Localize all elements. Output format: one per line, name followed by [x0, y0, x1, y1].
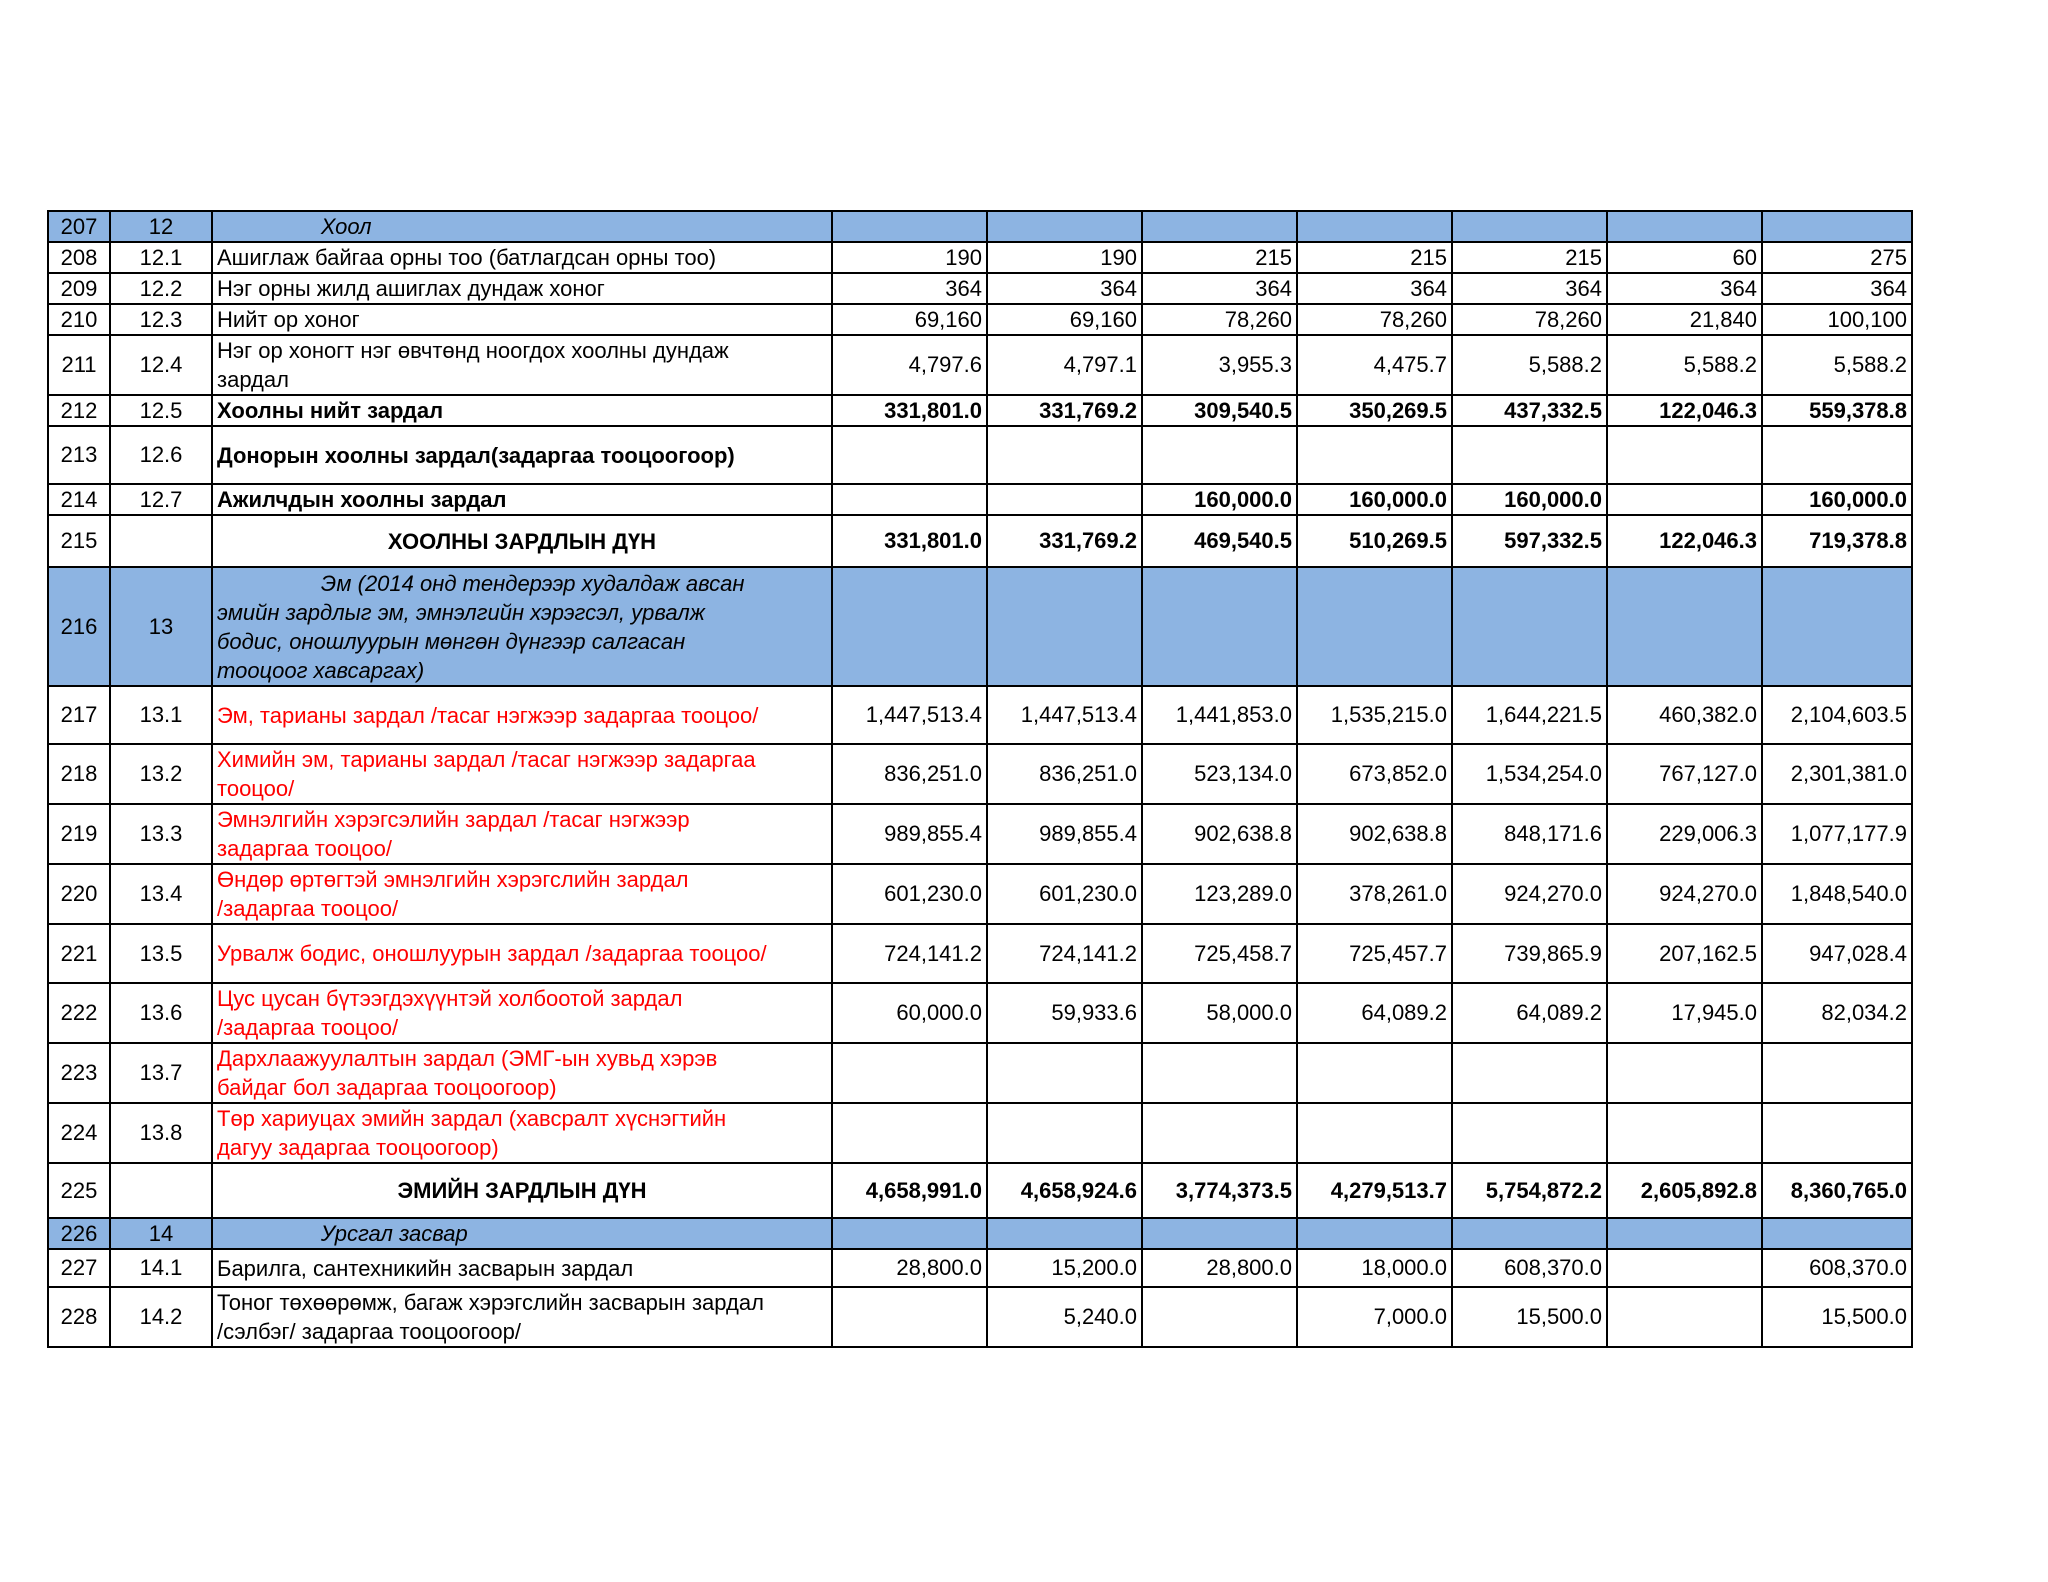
value-cell-col-5	[1452, 1103, 1607, 1163]
item-code-cell: 13.2	[110, 744, 212, 804]
value-cell-col-1	[832, 426, 987, 484]
description-cell	[212, 1103, 832, 1163]
value-cell-col-3: 28,800.0	[1142, 1249, 1297, 1287]
value-cell-col-5: 739,865.9	[1452, 924, 1607, 983]
value-cell-col-2	[987, 211, 1142, 242]
value-cell-col-4: 378,261.0	[1297, 864, 1452, 924]
value-cell-col-1: 4,658,991.0	[832, 1163, 987, 1218]
description-line: тооцоо/	[217, 776, 295, 801]
value-cell-col-4: 350,269.5	[1297, 395, 1452, 426]
value-cell-col-1: 331,801.0	[832, 515, 987, 567]
value-cell-col-6	[1607, 484, 1762, 515]
value-cell-col-4	[1297, 1043, 1452, 1103]
value-cell-col-5: 1,644,221.5	[1452, 686, 1607, 744]
value-cell-col-1: 989,855.4	[832, 804, 987, 864]
value-cell-col-2: 836,251.0	[987, 744, 1142, 804]
description-line: Химийн эм, тарианы зардал /тасаг нэгжээр задаргаа	[217, 747, 756, 772]
row-number-cell: 207	[48, 211, 110, 242]
value-cell-col-3: 902,638.8	[1142, 804, 1297, 864]
value-cell-col-4: 725,457.7	[1297, 924, 1452, 983]
table-row	[48, 304, 1912, 335]
value-cell-col-1: 1,447,513.4	[832, 686, 987, 744]
row-number-cell: 218	[48, 744, 110, 804]
value-cell-col-5	[1452, 426, 1607, 484]
row-number-cell: 210	[48, 304, 110, 335]
description-cell	[212, 1163, 832, 1218]
value-cell-col-6: 767,127.0	[1607, 744, 1762, 804]
table-row	[48, 1249, 1912, 1287]
value-cell-col-7: 275	[1762, 242, 1912, 273]
description-line: Хоолны нийт зардал	[217, 398, 444, 423]
value-cell-col-2: 989,855.4	[987, 804, 1142, 864]
value-cell-col-6: 924,270.0	[1607, 864, 1762, 924]
value-cell-col-1: 601,230.0	[832, 864, 987, 924]
item-code-cell: 12.2	[110, 273, 212, 304]
row-number-cell: 217	[48, 686, 110, 744]
value-cell-col-1	[832, 1287, 987, 1347]
value-cell-col-7	[1762, 426, 1912, 484]
value-cell-col-6: 21,840	[1607, 304, 1762, 335]
section-row	[48, 211, 1912, 242]
description-cell	[212, 1218, 832, 1249]
item-code-cell: 13	[110, 567, 212, 686]
section-row	[48, 567, 1912, 686]
description-cell	[212, 1287, 832, 1347]
description-line: Эм (2014 онд тендерээр худалдаж авсан	[217, 570, 745, 596]
value-cell-col-7: 947,028.4	[1762, 924, 1912, 983]
budget-table	[47, 210, 1913, 1348]
description-cell	[212, 567, 832, 686]
value-cell-col-1	[832, 1218, 987, 1249]
value-cell-col-3: 309,540.5	[1142, 395, 1297, 426]
value-cell-col-3	[1142, 426, 1297, 484]
value-cell-col-7: 719,378.8	[1762, 515, 1912, 567]
value-cell-col-7: 82,034.2	[1762, 983, 1912, 1043]
value-cell-col-3	[1142, 567, 1297, 686]
value-cell-col-1: 836,251.0	[832, 744, 987, 804]
item-code-cell: 13.7	[110, 1043, 212, 1103]
item-code-cell: 13.5	[110, 924, 212, 983]
value-cell-col-7: 1,077,177.9	[1762, 804, 1912, 864]
value-cell-col-6: 122,046.3	[1607, 395, 1762, 426]
table-row	[48, 335, 1912, 395]
value-cell-col-6: 207,162.5	[1607, 924, 1762, 983]
value-cell-col-3: 1,441,853.0	[1142, 686, 1297, 744]
item-code-cell: 12.3	[110, 304, 212, 335]
description-line: Хоол	[217, 214, 372, 239]
row-number-cell: 208	[48, 242, 110, 273]
value-cell-col-7: 15,500.0	[1762, 1287, 1912, 1347]
value-cell-col-4: 160,000.0	[1297, 484, 1452, 515]
description-cell	[212, 273, 832, 304]
row-number-cell: 224	[48, 1103, 110, 1163]
value-cell-col-6	[1607, 426, 1762, 484]
value-cell-col-4: 18,000.0	[1297, 1249, 1452, 1287]
value-cell-col-3	[1142, 211, 1297, 242]
value-cell-col-2	[987, 1103, 1142, 1163]
value-cell-col-4: 4,279,513.7	[1297, 1163, 1452, 1218]
value-cell-col-2: 190	[987, 242, 1142, 273]
value-cell-col-5: 924,270.0	[1452, 864, 1607, 924]
value-cell-col-4: 215	[1297, 242, 1452, 273]
description-cell	[212, 924, 832, 983]
value-cell-col-7: 100,100	[1762, 304, 1912, 335]
value-cell-col-1: 28,800.0	[832, 1249, 987, 1287]
value-cell-col-2	[987, 484, 1142, 515]
value-cell-col-4: 902,638.8	[1297, 804, 1452, 864]
value-cell-col-2: 364	[987, 273, 1142, 304]
value-cell-col-6	[1607, 1043, 1762, 1103]
value-cell-col-7	[1762, 1218, 1912, 1249]
item-code-cell: 14.1	[110, 1249, 212, 1287]
value-cell-col-3	[1142, 1218, 1297, 1249]
row-number-cell: 212	[48, 395, 110, 426]
row-number-cell: 213	[48, 426, 110, 484]
value-cell-col-3: 3,774,373.5	[1142, 1163, 1297, 1218]
item-code-cell: 14	[110, 1218, 212, 1249]
value-cell-col-2: 15,200.0	[987, 1249, 1142, 1287]
row-number-cell: 219	[48, 804, 110, 864]
description-line: Өндөр өртөгтэй эмнэлгийн хэрэгслийн зардал	[217, 867, 689, 892]
value-cell-col-2	[987, 1218, 1142, 1249]
value-cell-col-4	[1297, 1218, 1452, 1249]
description-cell	[212, 242, 832, 273]
value-cell-col-5: 1,534,254.0	[1452, 744, 1607, 804]
value-cell-col-4	[1297, 211, 1452, 242]
value-cell-col-7: 608,370.0	[1762, 1249, 1912, 1287]
value-cell-col-3: 523,134.0	[1142, 744, 1297, 804]
table-row	[48, 273, 1912, 304]
value-cell-col-6: 5,588.2	[1607, 335, 1762, 395]
value-cell-col-5: 64,089.2	[1452, 983, 1607, 1043]
description-line: Донорын хоолны зардал(задаргаа тооцоогоор)	[217, 442, 735, 468]
row-number-cell: 216	[48, 567, 110, 686]
value-cell-col-1	[832, 211, 987, 242]
value-cell-col-2: 69,160	[987, 304, 1142, 335]
value-cell-col-6	[1607, 567, 1762, 686]
value-cell-col-6	[1607, 1287, 1762, 1347]
value-cell-col-7: 559,378.8	[1762, 395, 1912, 426]
description-line: Эмнэлгийн хэрэгсэлийн зардал /тасаг нэгжээр	[217, 807, 690, 832]
value-cell-col-7: 5,588.2	[1762, 335, 1912, 395]
table-row	[48, 426, 1912, 484]
value-cell-col-1	[832, 567, 987, 686]
value-cell-col-6: 17,945.0	[1607, 983, 1762, 1043]
table-row	[48, 864, 1912, 924]
value-cell-col-2: 601,230.0	[987, 864, 1142, 924]
value-cell-col-5: 608,370.0	[1452, 1249, 1607, 1287]
item-code-cell: 12	[110, 211, 212, 242]
value-cell-col-2: 331,769.2	[987, 515, 1142, 567]
description-line: зардал	[217, 367, 289, 392]
value-cell-col-2: 5,240.0	[987, 1287, 1142, 1347]
description-cell	[212, 864, 832, 924]
row-number-cell: 223	[48, 1043, 110, 1103]
description-line: ЭМИЙН ЗАРДЛЫН ДҮН	[397, 1178, 647, 1203]
value-cell-col-5	[1452, 567, 1607, 686]
value-cell-col-1: 331,801.0	[832, 395, 987, 426]
description-line: /задаргаа тооцоо/	[217, 1015, 399, 1040]
description-line: бодис, оношлуурын мөнгөн дүнгээр салгасан	[217, 628, 686, 654]
value-cell-col-2: 1,447,513.4	[987, 686, 1142, 744]
value-cell-col-5: 160,000.0	[1452, 484, 1607, 515]
description-line: Нийт ор хоног	[217, 307, 360, 332]
row-number-cell: 226	[48, 1218, 110, 1249]
table-row	[48, 983, 1912, 1043]
value-cell-col-5: 5,754,872.2	[1452, 1163, 1607, 1218]
description-cell	[212, 395, 832, 426]
value-cell-col-1	[832, 1043, 987, 1103]
value-cell-col-5: 597,332.5	[1452, 515, 1607, 567]
description-line: Ажилчдын хоолны зардал	[217, 487, 507, 512]
value-cell-col-4: 4,475.7	[1297, 335, 1452, 395]
value-cell-col-1: 60,000.0	[832, 983, 987, 1043]
value-cell-col-7	[1762, 1043, 1912, 1103]
row-number-cell: 227	[48, 1249, 110, 1287]
item-code-cell: 12.4	[110, 335, 212, 395]
value-cell-col-6: 364	[1607, 273, 1762, 304]
value-cell-col-3: 215	[1142, 242, 1297, 273]
description-cell	[212, 304, 832, 335]
description-line: Цус цусан бүтээгдэхүүнтэй холбоотой зардал	[217, 986, 683, 1011]
value-cell-col-3	[1142, 1103, 1297, 1163]
table-row	[48, 484, 1912, 515]
description-line: /задаргаа тооцоо/	[217, 896, 399, 921]
item-code-cell: 13.1	[110, 686, 212, 744]
row-number-cell: 215	[48, 515, 110, 567]
description-line: байдаг бол задаргаа тооцоогоор)	[217, 1075, 557, 1100]
value-cell-col-2	[987, 1043, 1142, 1103]
value-cell-col-4	[1297, 567, 1452, 686]
item-code-cell	[110, 515, 212, 567]
table-row	[48, 1103, 1912, 1163]
value-cell-col-1: 69,160	[832, 304, 987, 335]
value-cell-col-5: 78,260	[1452, 304, 1607, 335]
table-row	[48, 1287, 1912, 1347]
value-cell-col-6: 122,046.3	[1607, 515, 1762, 567]
description-cell	[212, 1043, 832, 1103]
description-line: Урвалж бодис, оношлуурын зардал /задаргаа тооцоо/	[217, 941, 767, 966]
row-number-cell: 214	[48, 484, 110, 515]
row-number-cell: 222	[48, 983, 110, 1043]
value-cell-col-3: 469,540.5	[1142, 515, 1297, 567]
description-cell	[212, 1249, 832, 1287]
row-number-cell: 225	[48, 1163, 110, 1218]
row-number-cell: 220	[48, 864, 110, 924]
description-line: Эм, тарианы зардал /тасаг нэгжээр задаргаа тооцоо/	[217, 702, 759, 728]
value-cell-col-2: 4,658,924.6	[987, 1163, 1142, 1218]
value-cell-col-2	[987, 426, 1142, 484]
value-cell-col-7: 2,104,603.5	[1762, 686, 1912, 744]
value-cell-col-4: 364	[1297, 273, 1452, 304]
item-code-cell: 14.2	[110, 1287, 212, 1347]
table-row	[48, 686, 1912, 744]
description-line: Төр хариуцах эмийн зардал (хавсралт хүснэгтийн	[217, 1106, 727, 1131]
description-line: Дархлаажуулалтын зардал (ЭМГ-ын хувьд хэрэв	[217, 1046, 718, 1071]
description-line: эмийн зардлыг эм, эмнэлгийн хэрэгсэл, урвалж	[217, 599, 705, 625]
description-cell	[212, 335, 832, 395]
value-cell-col-7	[1762, 567, 1912, 686]
value-cell-col-4: 78,260	[1297, 304, 1452, 335]
value-cell-col-1: 190	[832, 242, 987, 273]
value-cell-col-4: 673,852.0	[1297, 744, 1452, 804]
row-number-cell: 228	[48, 1287, 110, 1347]
value-cell-col-1	[832, 484, 987, 515]
item-code-cell: 13.8	[110, 1103, 212, 1163]
item-code-cell: 13.4	[110, 864, 212, 924]
value-cell-col-3	[1142, 1287, 1297, 1347]
value-cell-col-6: 229,006.3	[1607, 804, 1762, 864]
value-cell-col-4	[1297, 1103, 1452, 1163]
table-row	[48, 1043, 1912, 1103]
description-line: Урсгал засвар	[217, 1221, 468, 1246]
value-cell-col-2	[987, 567, 1142, 686]
value-cell-col-7: 160,000.0	[1762, 484, 1912, 515]
value-cell-col-3: 3,955.3	[1142, 335, 1297, 395]
value-cell-col-5	[1452, 1218, 1607, 1249]
value-cell-col-1: 724,141.2	[832, 924, 987, 983]
description-cell	[212, 211, 832, 242]
description-line: /сэлбэг/ задаргаа тооцоогоор/	[217, 1319, 522, 1344]
description-cell	[212, 686, 832, 744]
value-cell-col-4: 7,000.0	[1297, 1287, 1452, 1347]
table-row	[48, 924, 1912, 983]
value-cell-col-7: 364	[1762, 273, 1912, 304]
value-cell-col-5: 5,588.2	[1452, 335, 1607, 395]
item-code-cell: 12.7	[110, 484, 212, 515]
value-cell-col-2: 59,933.6	[987, 983, 1142, 1043]
description-cell	[212, 983, 832, 1043]
description-cell	[212, 484, 832, 515]
value-cell-col-5: 15,500.0	[1452, 1287, 1607, 1347]
value-cell-col-6: 60	[1607, 242, 1762, 273]
value-cell-col-2: 331,769.2	[987, 395, 1142, 426]
description-cell	[212, 426, 832, 484]
value-cell-col-1	[832, 1103, 987, 1163]
total-row	[48, 515, 1912, 567]
description-cell	[212, 744, 832, 804]
description-cell	[212, 515, 832, 567]
value-cell-col-3: 160,000.0	[1142, 484, 1297, 515]
item-code-cell: 13.6	[110, 983, 212, 1043]
value-cell-col-5: 437,332.5	[1452, 395, 1607, 426]
description-line: ХООЛНЫ ЗАРДЛЫН ДҮН	[387, 528, 657, 554]
value-cell-col-5	[1452, 211, 1607, 242]
table-row	[48, 804, 1912, 864]
value-cell-col-7: 2,301,381.0	[1762, 744, 1912, 804]
item-code-cell: 13.3	[110, 804, 212, 864]
total-row	[48, 1163, 1912, 1218]
row-number-cell: 209	[48, 273, 110, 304]
description-line: Барилга, сантехникийн засварын зардал	[217, 1255, 634, 1281]
description-line: Тоног төхөөрөмж, багаж хэрэгслийн засварын зардал	[217, 1290, 764, 1315]
description-line: Нэг ор хоногт нэг өвчтөнд ноогдох хоолны дундаж	[217, 338, 729, 363]
value-cell-col-1: 364	[832, 273, 987, 304]
description-line: Нэг орны жилд ашиглах дундаж хоног	[217, 276, 605, 301]
item-code-cell	[110, 1163, 212, 1218]
table-row	[48, 395, 1912, 426]
description-line: задаргаа тооцоо/	[217, 836, 392, 861]
value-cell-col-2: 4,797.1	[987, 335, 1142, 395]
item-code-cell: 12.5	[110, 395, 212, 426]
value-cell-col-4: 510,269.5	[1297, 515, 1452, 567]
value-cell-col-3: 725,458.7	[1142, 924, 1297, 983]
value-cell-col-7	[1762, 1103, 1912, 1163]
value-cell-col-3: 364	[1142, 273, 1297, 304]
table-row	[48, 744, 1912, 804]
value-cell-col-6	[1607, 1249, 1762, 1287]
value-cell-col-3	[1142, 1043, 1297, 1103]
value-cell-col-5	[1452, 1043, 1607, 1103]
value-cell-col-4	[1297, 426, 1452, 484]
value-cell-col-1: 4,797.6	[832, 335, 987, 395]
value-cell-col-6	[1607, 1218, 1762, 1249]
value-cell-col-6: 2,605,892.8	[1607, 1163, 1762, 1218]
item-code-cell: 12.6	[110, 426, 212, 484]
value-cell-col-4: 64,089.2	[1297, 983, 1452, 1043]
value-cell-col-5: 364	[1452, 273, 1607, 304]
value-cell-col-7	[1762, 211, 1912, 242]
value-cell-col-5: 848,171.6	[1452, 804, 1607, 864]
value-cell-col-4: 1,535,215.0	[1297, 686, 1452, 744]
row-number-cell: 211	[48, 335, 110, 395]
value-cell-col-2: 724,141.2	[987, 924, 1142, 983]
value-cell-col-7: 1,848,540.0	[1762, 864, 1912, 924]
value-cell-col-3: 78,260	[1142, 304, 1297, 335]
description-line: тооцоог хавсаргах)	[217, 657, 425, 683]
table-row	[48, 242, 1912, 273]
value-cell-col-5: 215	[1452, 242, 1607, 273]
description-cell	[212, 804, 832, 864]
value-cell-col-3: 123,289.0	[1142, 864, 1297, 924]
item-code-cell: 12.1	[110, 242, 212, 273]
table-body	[48, 211, 1912, 1347]
value-cell-col-3: 58,000.0	[1142, 983, 1297, 1043]
value-cell-col-6	[1607, 1103, 1762, 1163]
description-line: Ашиглаж байгаа орны тоо (батлагдсан орны тоо)	[217, 245, 717, 270]
value-cell-col-6: 460,382.0	[1607, 686, 1762, 744]
row-number-cell: 221	[48, 924, 110, 983]
description-line: дагуу задаргаа тооцоогоор)	[217, 1135, 499, 1160]
value-cell-col-6	[1607, 211, 1762, 242]
section-row	[48, 1218, 1912, 1249]
value-cell-col-7: 8,360,765.0	[1762, 1163, 1912, 1218]
